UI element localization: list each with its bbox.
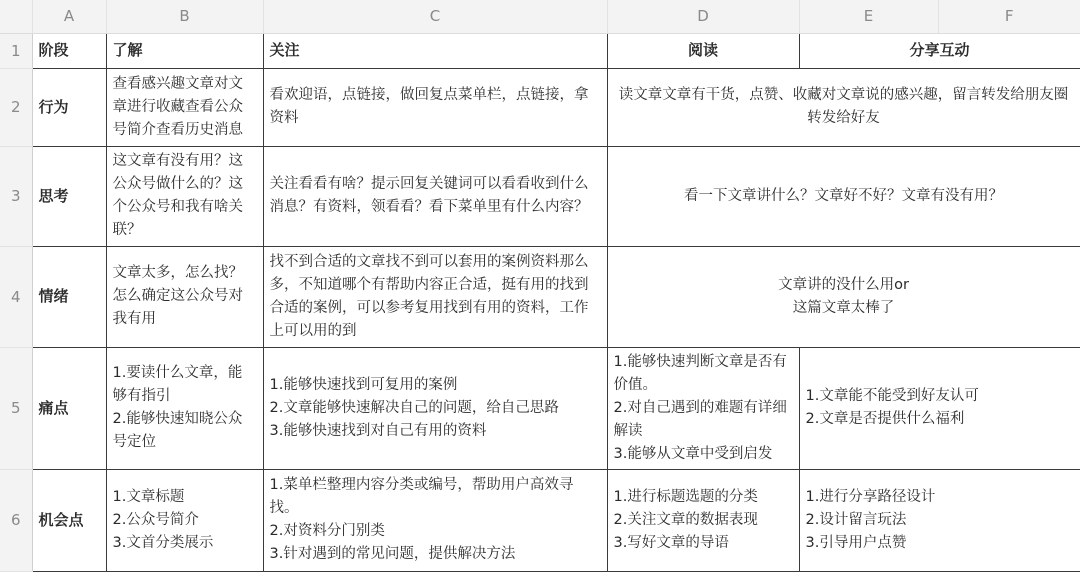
table-row xyxy=(0,146,1080,246)
stage-opportunity-cell[interactable]: 机会点 xyxy=(32,469,106,571)
header-understand-cell[interactable]: 了解 xyxy=(106,33,263,68)
list-item: 2.对自己遇到的难题有详细解读 xyxy=(613,399,787,439)
list-item: 2.能够快速知晓公众号定位 xyxy=(112,411,243,450)
list-item: 3.引导用户点赞 xyxy=(805,534,907,551)
column-header-e[interactable]: E xyxy=(799,0,938,33)
emotion-read-share-line: 文章讲的没什么用or xyxy=(778,276,909,293)
emotion-read-share-cell[interactable] xyxy=(607,246,1080,347)
list-item: 2.公众号简介 xyxy=(112,511,199,528)
list-item: 3.能够快速找到对自己有用的资料 xyxy=(269,422,487,439)
list-item: 1.文章能不能受到好友认可 xyxy=(805,388,979,404)
pain-read-cell[interactable] xyxy=(607,347,799,469)
stage-emotion-cell[interactable]: 情绪 xyxy=(32,246,106,347)
thinking-read-share-cell[interactable]: 看一下文章讲什么？文章好不好？文章有没有用？ xyxy=(607,146,1080,246)
header-share-cell[interactable]: 分享互动 xyxy=(799,33,1080,68)
list-item: 1.能够快速判断文章是否有价值。 xyxy=(613,353,787,393)
row-number-4[interactable]: 4 xyxy=(0,246,32,347)
header-stage-cell[interactable]: 阶段 xyxy=(32,33,106,68)
emotion-read-share-line: 这篇文章太棒了 xyxy=(792,299,895,316)
behavior-understand-cell[interactable]: 查看感兴趣文章对文章进行收藏查看公众号简介查看历史消息 xyxy=(106,68,263,146)
list-item: 2.设计留言玩法 xyxy=(805,511,907,528)
table-row xyxy=(0,33,1080,68)
opportunity-share-cell[interactable] xyxy=(799,469,1080,571)
column-header-d[interactable]: D xyxy=(607,0,799,33)
list-item: 1.菜单栏整理内容分类或编号，帮助用户高效寻找。 xyxy=(269,477,574,516)
emotion-follow-cell[interactable]: 找不到合适的文章找不到可以套用的案例资料那么多，不知道哪个有帮助内容正合适，挺有用的找到合适的案例，可以参考复用找到有用的资料，工作上可以用的到 xyxy=(263,246,607,347)
thinking-understand-cell[interactable]: 这文章有没有用？这公众号做什么的？这个公众号和我有啥关联？ xyxy=(106,146,263,246)
table-row xyxy=(0,347,1080,469)
list-item: 2.文章是否提供什么福利 xyxy=(805,411,965,427)
stage-thinking-cell[interactable]: 思考 xyxy=(32,146,106,246)
list-item: 2.文章能够快速解决自己的问题，给自己思路 xyxy=(269,399,559,416)
header-read-cell[interactable]: 阅读 xyxy=(607,33,799,68)
column-header-c[interactable]: C xyxy=(263,0,607,33)
list-item: 3.文首分类展示 xyxy=(112,534,214,551)
table-row xyxy=(0,68,1080,146)
header-follow-cell[interactable]: 关注 xyxy=(263,33,607,68)
list-item: 2.关注文章的数据表现 xyxy=(613,511,758,528)
behavior-read-share-cell[interactable]: 读文章文章有干货，点赞、收藏对文章说的感兴趣，留言转发给朋友圈转发给好友 xyxy=(607,68,1080,146)
emotion-understand-cell[interactable]: 文章太多，怎么找？怎么确定这公众号对我有用 xyxy=(106,246,263,347)
column-header-f[interactable]: F xyxy=(938,0,1080,33)
stage-behavior-cell[interactable]: 行为 xyxy=(32,68,106,146)
opportunity-follow-cell[interactable] xyxy=(263,469,607,571)
table-row xyxy=(0,469,1080,571)
behavior-follow-cell[interactable]: 看欢迎语，点链接，做回复点菜单栏，点链接，拿资料 xyxy=(263,68,607,146)
list-item: 3.能够从文章中受到启发 xyxy=(613,445,773,462)
row-number-6[interactable]: 6 xyxy=(0,469,32,571)
list-item: 1.进行标题选题的分类 xyxy=(613,488,758,505)
table-row xyxy=(0,246,1080,347)
column-header-b[interactable]: B xyxy=(106,0,263,33)
list-item: 1.文章标题 xyxy=(112,488,185,505)
opportunity-read-cell[interactable] xyxy=(607,469,799,571)
select-all-corner[interactable] xyxy=(0,0,32,33)
pain-follow-cell[interactable] xyxy=(263,347,607,469)
list-item: 1.进行分享路径设计 xyxy=(805,488,936,505)
stage-pain-cell[interactable]: 痛点 xyxy=(32,347,106,469)
row-number-2[interactable]: 2 xyxy=(0,68,32,146)
list-item: 2.对资料分门别类 xyxy=(269,523,385,539)
list-item: 1.能够快速找到可复用的案例 xyxy=(269,376,458,393)
thinking-follow-cell[interactable]: 关注看看有啥？提示回复关键词可以看看收到什么消息？有资料，领看看？看下菜单里有什么内容？ xyxy=(263,146,607,246)
row-number-5[interactable]: 5 xyxy=(0,347,32,469)
pain-share-cell[interactable] xyxy=(799,347,1080,469)
list-item: 1.要读什么文章，能够有指引 xyxy=(112,365,243,404)
list-item: 3.写好文章的导语 xyxy=(613,534,729,551)
pain-understand-cell[interactable] xyxy=(106,347,263,469)
opportunity-understand-cell[interactable] xyxy=(106,469,263,571)
column-header-row xyxy=(0,0,1080,33)
row-number-3[interactable]: 3 xyxy=(0,146,32,246)
column-header-a[interactable]: A xyxy=(32,0,106,33)
list-item: 3.针对遇到的常见问题，提供解决方法 xyxy=(269,546,516,562)
row-number-1[interactable]: 1 xyxy=(0,33,32,68)
